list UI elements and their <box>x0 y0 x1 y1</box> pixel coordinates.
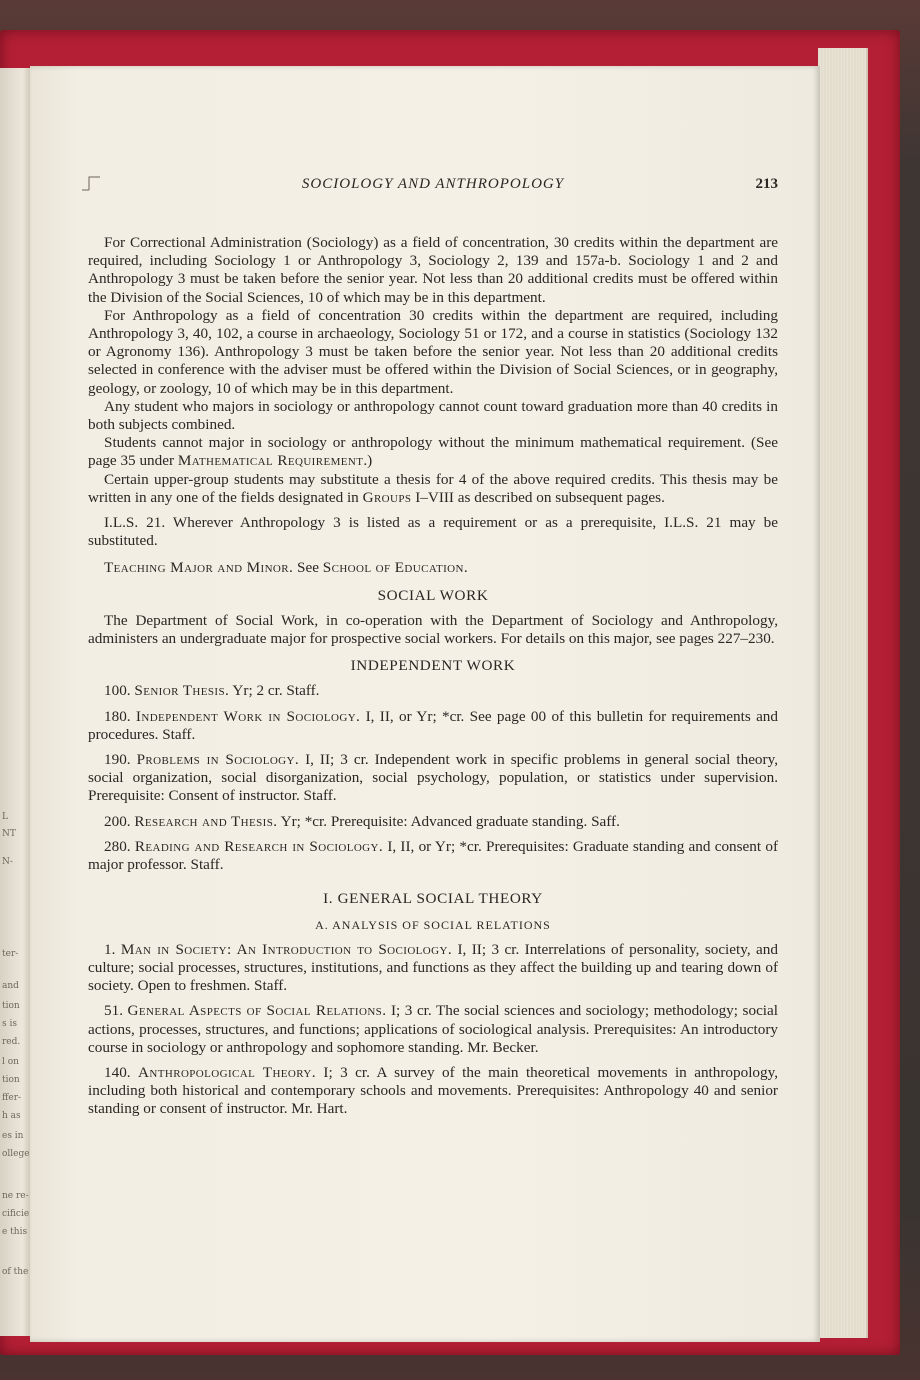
left-fragment: L <box>2 812 8 822</box>
small-caps-ref: Mathematical Requirement <box>177 452 364 470</box>
left-fragment: l on <box>2 1057 19 1067</box>
text: See <box>293 559 323 577</box>
course-desc: Yr; *cr. Prerequisite: Advanced graduate standing. Saff. <box>277 812 620 830</box>
course-desc: I, II; 3 cr. Independent work in specific problems in general social theory, social organization, social disorganization, social psychology, population, or statistics under supervision. Prerequisite: Consent of instructor. Staff. <box>88 751 778 805</box>
course-name: Man in Society: An Introduction to Sociology. <box>120 940 453 958</box>
paragraph-thesis <box>88 471 778 507</box>
section-heading-social-work: SOCIAL WORK <box>377 586 489 604</box>
left-page-edge <box>0 68 32 1336</box>
left-fragment: N- <box>2 857 13 867</box>
course-name: Senior Thesis. <box>134 682 230 700</box>
left-fragment: ne re- <box>2 1191 29 1201</box>
course-entry <box>88 682 778 700</box>
course-entry <box>88 941 778 996</box>
paragraph: Any student who majors in sociology or anthropology cannot count toward graduation more than 40 credits in both subjects combined. <box>88 397 778 434</box>
text: I–VIII as described on subsequent pages. <box>411 488 665 506</box>
course-desc: I, II, or Yr; *cr. Prerequisites: Graduate standing and consent of major professor. Staff. <box>88 837 778 874</box>
course-desc: I, II; 3 cr. Interrelations of personality, society, and culture; social processes, structures, institutions, and functions as they affect the building up and tearing down of society. Open to freshmen. Staff. <box>88 940 778 995</box>
course-entry <box>88 708 778 744</box>
course-number: 200. <box>104 812 131 830</box>
paragraph-ils: I.L.S. 21. Wherever Anthropology 3 is listed as a requirement or as a prerequisite, I.L.S. 21 may be substituted. <box>88 514 778 550</box>
left-fragment: tion <box>2 1001 20 1011</box>
course-entry <box>88 1002 778 1057</box>
paragraph-math <box>88 434 778 470</box>
course-name: Anthropological Theory. <box>138 1063 316 1081</box>
small-caps-ref: Groups <box>362 488 412 506</box>
text: Certain upper-group students may substitute a thesis for 4 of the above required credits. This thesis may be written in any one of the fields designated in <box>88 470 778 506</box>
course-name: Problems in Sociology. <box>136 751 300 769</box>
right-page <box>30 66 820 1342</box>
course-number: 51. <box>104 1002 123 1020</box>
course-entry <box>88 838 778 874</box>
left-fragment: ter- <box>2 949 19 959</box>
subsection-heading: A. ANALYSIS OF SOCIAL RELATIONS <box>315 917 551 932</box>
paragraph-social-work: The Department of Social Work, in co-operation with the Department of Sociology and Anthropology, administers an undergraduate major for prospective social workers. For details on this major, see pages 227–230. <box>88 611 778 648</box>
left-fragment: ollege <box>2 1149 30 1159</box>
paragraph: For Correctional Administration (Sociology) as a field of concentration, 30 credits within the department are required, including Sociology 1 or Anthropology 3, Sociology 2, 139 and 157a-b. Sociology 1 and 2 and Anthropology 3 must be taken before the senior year. Not less than 20 additional credits must be offered within the Division of the Social Sciences, 10 of which may be in this department. <box>88 234 778 306</box>
course-number: 1. <box>104 940 116 958</box>
section-heading-independent-work: INDEPENDENT WORK <box>350 657 516 675</box>
section-heading-general-theory: I. GENERAL SOCIAL THEORY <box>323 890 543 908</box>
paragraph-teaching <box>88 559 778 577</box>
left-fragment: s is <box>2 1019 17 1029</box>
left-fragment: ffer- <box>2 1093 22 1103</box>
course-name: General Aspects of Social Relations. <box>127 1002 387 1020</box>
course-number: 100. <box>104 682 131 700</box>
course-entry <box>88 813 778 831</box>
running-head <box>88 176 778 196</box>
paragraph: For Anthropology as a field of concentration 30 credits within the department are required, including Anthropology 3, 40, 102, a course in archaeology, Sociology 51 or 172, and a course in statistics (Sociology 132 or Agronomy 136). Anthropology 3 must be taken before the senior year. Not less than 20 additional credits selected in conference with the adviser must be offered within the Division of Social Sciences, or in geography, geology, or zoology, 10 of which may be in this department. <box>88 306 778 397</box>
course-number: 180. <box>104 707 131 725</box>
left-fragment: cificie <box>2 1209 30 1219</box>
page-body <box>88 234 778 1119</box>
left-fragment: h as <box>2 1111 21 1121</box>
left-fragment: tion <box>2 1075 20 1085</box>
course-entry <box>88 1064 778 1119</box>
course-number: 280. <box>104 837 131 855</box>
left-fragment: e this <box>2 1227 28 1237</box>
course-name: Research and Thesis. <box>134 812 278 830</box>
left-fragment: es in <box>2 1131 24 1141</box>
left-fragment: and <box>2 981 19 991</box>
course-desc: I, II, or Yr; *cr. See page 00 of this bulletin for requirements and procedures. Staff. <box>88 707 778 743</box>
course-number: 140. <box>104 1063 131 1081</box>
course-name: Independent Work in Sociology. <box>135 707 361 725</box>
text: .) <box>363 452 373 470</box>
small-caps-ref: Teaching Major and Minor. <box>104 559 294 577</box>
page-number: 213 <box>755 176 778 192</box>
left-fragment: NT <box>2 829 16 839</box>
left-fragment: of the <box>2 1267 29 1277</box>
small-caps-ref: School of Education <box>322 559 464 577</box>
course-entry <box>88 751 778 806</box>
text: . <box>463 559 468 577</box>
course-desc: I; 3 cr. The social sciences and sociology; methodology; social actions, processes, structures, and functions; applications of sociological analysis. Prerequisites: An introductory course in sociology or anthropology and sophomore standing. Mr. Becker. <box>88 1002 778 1056</box>
course-number: 190. <box>104 751 131 769</box>
page-edges <box>818 48 868 1338</box>
running-head-title: SOCIOLOGY AND ANTHROPOLOGY <box>301 176 565 192</box>
text: Students cannot major in sociology or anthropology without the minimum mathematical requirement. (See page 35 under <box>88 434 778 470</box>
course-desc: Yr; 2 cr. Staff. <box>229 682 320 700</box>
course-desc: I; 3 cr. A survey of the main theoretical movements in anthropology, including both historical and contemporary schools and movements. Prerequisites: Anthropology 40 and senior standing or consent of instructor. Mr. Hart. <box>88 1063 779 1118</box>
course-name: Reading and Research in Sociology. <box>134 837 384 855</box>
left-fragment: red. <box>2 1037 21 1047</box>
